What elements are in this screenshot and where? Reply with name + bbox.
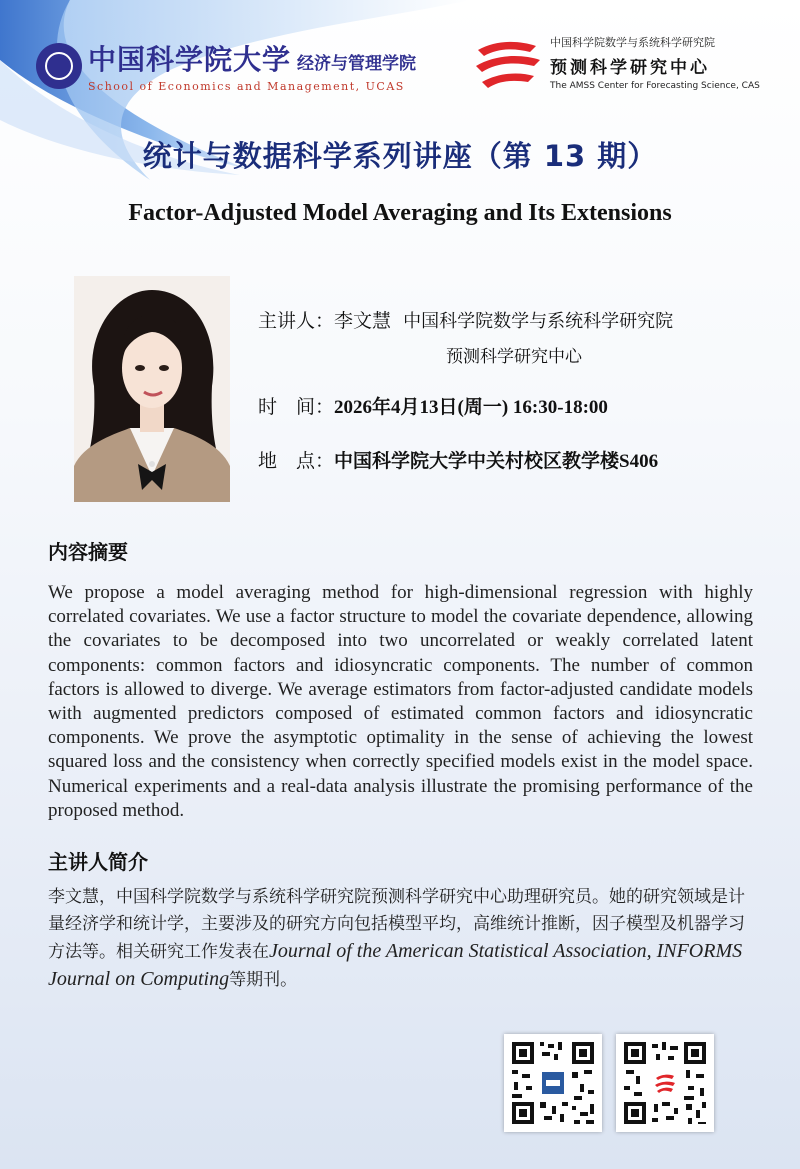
location-value: 中国科学院大学中关村校区教学楼S406 — [334, 451, 659, 472]
bio-heading: 主讲人简介 — [48, 850, 148, 874]
bio-text — [48, 884, 760, 994]
bio-suffix: 等期刊。 — [229, 970, 298, 990]
location-row — [258, 446, 658, 473]
amss-logo — [474, 34, 760, 91]
speaker-name: 李文慧 — [334, 310, 392, 332]
speaker-label: 主讲人： — [258, 310, 335, 332]
location-label: 地 点： — [258, 450, 335, 472]
ucas-logo — [36, 38, 416, 93]
abstract-heading: 内容摘要 — [48, 540, 128, 564]
time-row — [258, 392, 608, 419]
school-name-en: School of Economics and Management, UCAS — [88, 80, 405, 93]
abstract-text: We propose a model averaging method for high-dimensional regression with highly correlated covariates. We use a factor structure to model the covariate dependence, allowing the covariates to be decomposed into two uncorrelated or weakly correlated latent components: common factors and idiosyncratic components. The number of common factors is allowed to diverge. We average estimators from factor-adjusted candidate models with augmented predictors composed of estimated common factors and idiosyncratic components. We prove the asymptotic optimality in the sense of achieving the lowest squared loss and the consistency when correctly specified models exist in the model space. Numerical experiments and a real-data analysis illustrate the promising performance of the proposed method. — [48, 582, 753, 821]
amss-center-name-en: The AMSS Center for Forecasting Science, CAS — [550, 81, 760, 91]
qr-code-left — [504, 1034, 602, 1132]
amss-logo-icon — [474, 36, 544, 90]
time-label: 时 间： — [258, 396, 335, 418]
ucas-seal-icon — [36, 43, 82, 89]
time-value: 2026年4月13日(周一) 16:30-18:00 — [334, 397, 608, 418]
speaker-affiliation: 中国科学院数学与系统科学研究院 — [403, 311, 674, 332]
amss-institute-name: 中国科学院数学与系统科学研究院 — [550, 36, 715, 49]
speaker-photo — [74, 276, 230, 502]
talk-title: Factor-Adjusted Model Averaging and Its Extensions — [128, 200, 672, 226]
qr-code-right — [616, 1034, 714, 1132]
bio-journals: Journal of the American Statistical Association, INFORMS Journal on Computing — [48, 940, 743, 990]
university-name-cn: 中国科学院大学 — [88, 43, 292, 76]
speaker-affiliation-2: 预测科学研究中心 — [446, 347, 582, 367]
school-name-cn: 经济与管理学院 — [297, 54, 417, 74]
series-title: 统计与数据科学系列讲座（第 13 期） — [142, 139, 658, 173]
amss-center-name: 预测科学研究中心 — [550, 58, 710, 78]
speaker-row — [258, 306, 673, 333]
bio-text-cn: 李文慧，中国科学院数学与系统科学研究院预测科学研究中心助理研究员。她的研究领域是计量经济学和统计学，主要涉及的研究方向包括模型平均，高维统计推断，因子模型及机器学习方法等。相关研究工作发表在 — [48, 887, 745, 962]
